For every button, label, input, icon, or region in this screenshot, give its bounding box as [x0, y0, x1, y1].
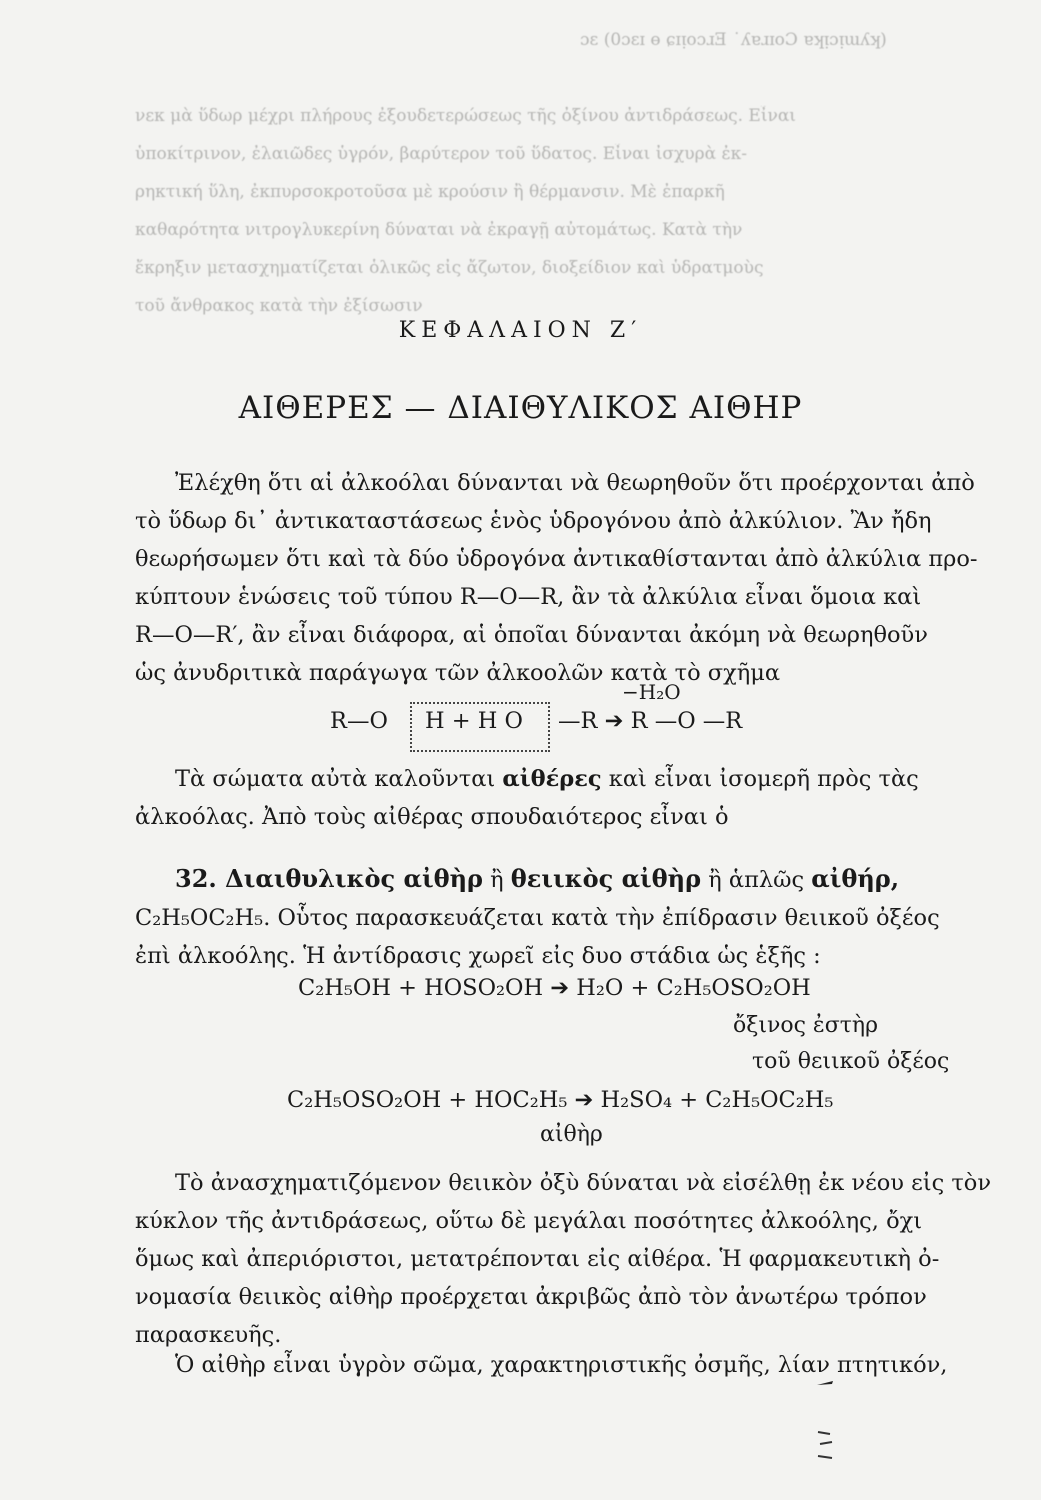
intro-paragraph: [135, 464, 995, 692]
bleed-line: ρηκτική ὕλη, ἐκπυρσοκροτοῦσα μὲ κρούσιν ἢ θέρμανσιν. Μὲ ἐπαρκῆ: [135, 182, 725, 202]
text-line: ἀλκοόλας. Ἀπὸ τοὺς αἰθέρας σπουδαιότερος εἶναι ὁ: [135, 804, 729, 830]
text-line: κύκλον τῆς ἀντιδράσεως, οὕτω δὲ μεγάλαι ποσότητες ἀλκοόλης, ὄχι: [135, 1208, 923, 1234]
bleed-line: ἔκρηξιν μετασχηματίζεται ὁλικῶς εἰς ἄζωτον, διοξείδιον καὶ ὑδρατμοὺς: [135, 258, 764, 278]
text-line: C₂H₅OC₂H₅. Οὗτος παρασκευάζεται κατὰ τὴν ἐπίδρασιν θειικοῦ ὀξέος: [135, 905, 940, 931]
text-line: κύπτουν ἑνώσεις τοῦ τύπου R—O—R, ἂν τὰ ἀλκύλια εἶναι ὅμοια καὶ: [135, 584, 922, 610]
ethers-paragraph: [135, 760, 995, 836]
scheme-boxed: H + H O: [425, 708, 523, 734]
section-alt-name: θειικὸς αἰθὴρ: [510, 864, 702, 893]
bleed-line: ɔɛ (0ɔɛɪ ɵ ɕɪᴉoɔɹƎ ˙ʎɐɹɪoƆ ɐʞᴉɔᴉɯʎʞ): [580, 30, 887, 50]
text-line: [135, 760, 995, 798]
section-title: 32. Διαιθυλικὸς αἰθὴρ: [175, 864, 483, 893]
bleed-line: ὑποκίτρινον, ἐλαιῶδες ὑγρόν, βαρύτερον τοῦ ὕδατος. Εἶναι ἰσχυρὰ ἐκ-: [135, 144, 747, 164]
scan-speck-icon: [815, 1377, 835, 1389]
reaction-1: C₂H₅OH + HOSO₂OH ➔ H₂O + C₂H₅OSO₂OH: [298, 975, 811, 1001]
bleed-line: τοῦ ἄνθρακος κατὰ τὴν ἐξίσωσιν: [135, 296, 423, 316]
reaction-2: C₂H₅OSO₂OH + HOC₂H₅ ➔ H₂SO₄ + C₂H₅OC₂H₅: [287, 1087, 834, 1113]
text-line: R—O—R′, ἂν εἶναι διάφορα, αἱ ὁποῖαι δύνανται ἀκόμη νὰ θεωρηθοῦν: [135, 622, 928, 648]
reaction-1-label: τοῦ θειικοῦ ὀξέος: [752, 1049, 950, 1074]
scheme-right: —R ➔ R —O —R: [558, 708, 743, 734]
bleed-line: νεκ μὰ ὕδωρ μέχρι πλήρους ἐξουδετερώσεως τῆς ὀξίνου ἀντιδράσεως. Εἶναι: [135, 106, 796, 126]
section-paragraph: [135, 860, 995, 975]
text-line: ὅμως καὶ ἀπεριόριστοι, μετατρέπονται εἰς αἰθέρα. Ἡ φαρμακευτικὴ ὀ-: [135, 1246, 940, 1272]
ethers-term: αἰθέρες: [502, 766, 602, 792]
scheme-left: R—O: [330, 708, 388, 734]
last-paragraph: [135, 1346, 995, 1384]
text-line: Τὸ ἀνασχηματιζόμενον θειικὸν ὀξὺ δύναται νὰ εἰσέλθῃ ἐκ νέου εἰς τὸν: [175, 1170, 992, 1196]
text-run: ἢ: [483, 867, 511, 893]
regeneration-paragraph: [135, 1164, 995, 1354]
text-line: θεωρήσωμεν ὅτι καὶ τὰ δύο ὑδρογόνα ἀντικαθίστανται ἀπὸ ἀλκύλια προ-: [135, 546, 978, 572]
text-run: Τὰ σώματα αὐτὰ καλοῦνται: [175, 766, 503, 792]
scheme-condition: −H₂O: [622, 680, 681, 704]
chapter-label: ΚΕΦΑΛΑΙΟΝ Ζ′: [398, 318, 643, 343]
text-line: παρασκευῆς.: [135, 1322, 282, 1348]
section-heading-line: [135, 860, 995, 899]
bleed-through-text: [135, 30, 995, 334]
text-line: τὸ ὕδωρ δι᾽ ἀντικαταστάσεως ἑνὸς ὑδρογόνου ἀπὸ ἀλκύλιον. Ἂν ἤδη: [135, 508, 932, 534]
text-line: ὡς ἀνυδριτικὰ παράγωγα τῶν ἀλκοολῶν κατὰ τὸ σχῆμα: [135, 660, 781, 686]
text-run: καὶ εἶναι ἰσομερῆ πρὸς τὰς: [601, 766, 919, 792]
reaction-2-label: αἰθὴρ: [540, 1122, 603, 1147]
text-line: ἐπὶ ἀλκοόλης. Ἡ ἀντίδρασις χωρεῖ εἰς δυο στάδια ὡς ἑξῆς :: [135, 943, 821, 969]
text-line: Ὁ αἰθὴρ εἶναι ὑγρὸν σῶμα, χαρακτηριστικῆς ὀσμῆς, λίαν πτητικόν,: [175, 1352, 948, 1378]
bleed-line: καθαρότητα νιτρογλυκερίνη δύναται νὰ ἐκραγῇ αὐτομάτως. Κατὰ τὴν: [135, 220, 743, 240]
text-line: Ἐλέχθη ὅτι αἱ ἀλκοόλαι δύνανται νὰ θεωρηθοῦν ὅτι προέρχονται ἀπὸ: [175, 470, 975, 496]
scan-speck-icon: [812, 1428, 838, 1468]
text-run: ἢ ἁπλῶς: [701, 867, 812, 893]
chapter-title: ΑΙΘΕΡΕΣ — ΔΙΑΙΘΥΛΙΚΟΣ ΑΙΘΗΡ: [238, 390, 803, 426]
section-alt-name: αἰθήρ,: [811, 864, 900, 893]
reaction-1-label: ὄξινος ἐστὴρ: [733, 1013, 879, 1038]
text-line: νομασία θειικὸς αἰθὴρ προέρχεται ἀκριβῶς ἀπὸ τὸν ἀνωτέρω τρόπον: [135, 1284, 927, 1310]
